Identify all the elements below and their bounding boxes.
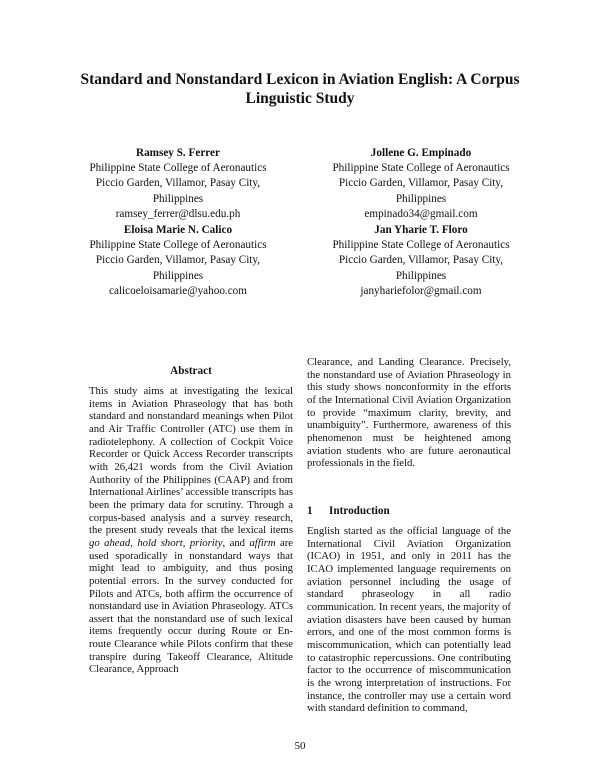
abstract-heading: Abstract xyxy=(170,365,212,377)
term-go-ahead: go ahead xyxy=(89,536,131,549)
author-email: calicoeloisamarie@yahoo.com xyxy=(109,284,247,297)
abstract-body xyxy=(89,385,293,676)
author-address: Piccio Garden, Villamor, Pasay City, xyxy=(95,254,261,267)
author-country: Philippines xyxy=(152,192,204,205)
author-block xyxy=(63,146,293,222)
author-country: Philippines xyxy=(152,269,204,282)
paper-title: Standard and Nonstandard Lexicon in Aviation English: A Corpus Linguistic Study xyxy=(80,71,520,107)
author-name: Eloisa Marie N. Calico xyxy=(123,224,233,236)
abstract-conjunction: and xyxy=(229,536,246,549)
author-name: Jan Yharie T. Floro xyxy=(374,224,468,236)
author-block xyxy=(306,223,536,299)
author-name: Ramsey S. Ferrer xyxy=(136,147,220,159)
author-address: Piccio Garden, Villamor, Pasay City, xyxy=(95,177,261,190)
abstract-continuation xyxy=(307,356,511,470)
term-affirm: affirm xyxy=(249,536,276,549)
term-priority: priority xyxy=(189,536,223,549)
author-address: Piccio Garden, Villamor, Pasay City, xyxy=(338,177,504,190)
introduction-body xyxy=(307,525,511,715)
author-name: Jollene G. Empinado xyxy=(370,147,472,159)
term-hold-short: hold short xyxy=(137,536,183,549)
author-address: Piccio Garden, Villamor, Pasay City, xyxy=(338,254,504,267)
author-country: Philippines xyxy=(395,269,447,282)
page-number: 50 xyxy=(294,740,306,752)
introduction-paragraph: English started as the official language of the International Civil Aviation Organization (ICAO) in 1951, and only in 2011 has the ICAO implemented language requirements on aviation personnel including the usage of standard phraseology in all radio communication. In recent years, the majority of aviation disasters have been caused by human errors, and one of the most common forms is miscommunication, which can potentially lead to catastrophic repercussions. One contributing factor to the occurrence of miscommunication is the wrong interpretation of instructions. For instance, the controller may use a certain word with standard definition to command, xyxy=(307,525,511,715)
abstract-text-part2: are used sporadically in nonstandard ways that might lead to ambiguity, and thus posing potential errors. In the survey conducted for Pilots and ATCs, both affirm the occurrence of nonstandard use in Aviation Phraseology. ATCs assert that the nonstandard use of such lexical items frequently occur during Route or En-route Clearance while Pilots confirm that these transpire during Takeoff Clearance, Altitude Clearance, Approach xyxy=(89,536,294,676)
author-country: Philippines xyxy=(395,192,447,205)
author-email: empinado34@gmail.com xyxy=(364,207,478,220)
author-affiliation: Philippine State College of Aeronautics xyxy=(89,239,267,252)
abstract-paragraph: This study aims at investigating the lexical items in Aviation Phraseology that has both standard and nonstandard meanings when Pilot and Air Traffic Controller (ATC) use them in radiotelephony. A collection of Cockpit Voice Recorder or Quick Access Recorder transcripts with 26,421 words from the Civil Aviation Authority of the Philippines (CAAP) and from International Airlines’ accessible transcripts has been the primary data for scrutiny. Through a corpus-based analysis and a survey research, the present study reveals that the lexical items go ahead, hold short, priority, and affirm are used sporadically in nonstandard ways that might lead to ambiguity, and thus posing potential errors. In the survey conducted for Pilots and ATCs, both affirm the occurrence of nonstandard use in Aviation Phraseology. ATCs assert that the nonstandard use of such lexical items frequently occur during Route or En-route Clearance while Pilots confirm that these transpire during Takeoff Clearance, Altitude Clearance, Approach xyxy=(89,385,294,676)
author-affiliation: Philippine State College of Aeronautics xyxy=(332,162,510,175)
author-affiliation: Philippine State College of Aeronautics xyxy=(332,239,510,252)
section-heading xyxy=(307,505,511,517)
section-number: 1 xyxy=(307,505,313,517)
section-title: Introduction xyxy=(329,505,390,517)
abstract-continuation-paragraph: Clearance, and Landing Clearance. Precisely, the nonstandard use of Aviation Phraseology in this study shows nonconformity in the efforts of the International Civil Aviation Organization to provide “maximum clarity, brevity, and unambiguity”. Furthermore, awareness of this phenomenon must be heightened among aviation students who are future aeronautical professionals in the field. xyxy=(307,356,511,470)
author-affiliation: Philippine State College of Aeronautics xyxy=(89,162,267,175)
abstract-text-part1: This study aims at investigating the lexical items in Aviation Phraseology that has both standard and nonstandard meanings when Pilot and Air Traffic Controller (ATC) use them in radiotelephony. A collection of Cockpit Voice Recorder or Quick Access Recorder transcripts with 26,421 words from the Civil Aviation Authority of the Philippines (CAAP) and from International Airlines’ accessible transcripts has been the primary data for scrutiny. Through a corpus-based analysis and a survey research, the present study reveals that the lexical items xyxy=(89,385,293,537)
author-block xyxy=(63,223,293,299)
author-email: janyhariefolor@gmail.com xyxy=(360,284,482,297)
author-email: ramsey_ferrer@dlsu.edu.ph xyxy=(115,207,241,220)
author-block xyxy=(306,146,536,222)
